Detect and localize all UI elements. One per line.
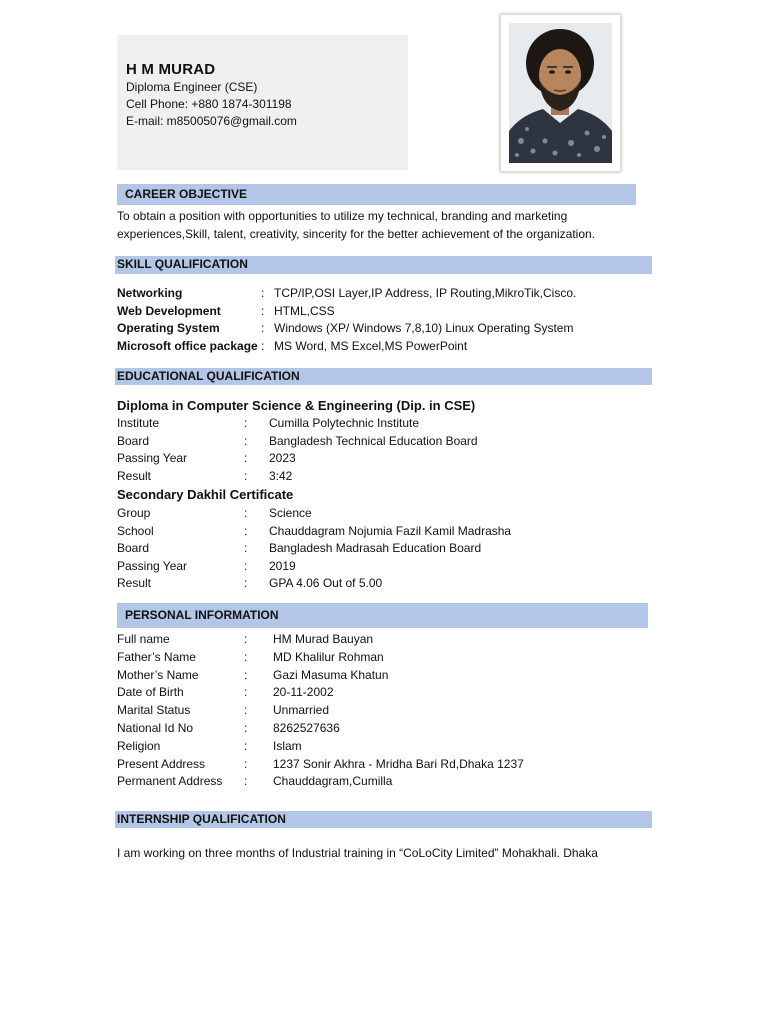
candidate-title: Diploma Engineer (CSE) [126,80,258,94]
section-heading: PERSONAL INFORMATION [125,608,279,622]
field-value: 20-11-2002 [273,685,334,700]
field-value: 8262527636 [273,721,340,735]
profile-photo [509,23,612,163]
field-separator: : [244,576,248,590]
field-label: Passing Year [117,451,188,466]
field-separator: : [244,756,248,771]
candidate-phone: Cell Phone: +880 1874-301198 [126,97,292,111]
field-separator: : [244,523,248,538]
field-label: Result [117,576,152,590]
field-separator: : [244,667,248,682]
field-value: Gazi Masuma Khatun [273,667,389,682]
field-separator: : [261,303,265,318]
field-separator: : [261,286,265,300]
field-separator: : [244,721,248,735]
internship-text: I am working on three months of Industrial training in “CoLoCity Limited” Mohakhali. Dhaka [117,846,598,860]
field-label: Father’s Name [117,649,196,664]
field-value: 2023 [269,451,296,466]
field-label: Passing Year [117,558,188,573]
field-value: HM Murad Bauyan [273,632,374,646]
field-value: HTML,CSS [274,303,335,318]
field-label: Marital Status [117,703,191,718]
section-heading: CAREER OBJECTIVE [125,187,248,201]
field-value: Bangladesh Madrasah Education Board [269,541,482,555]
field-label: Operating System [117,321,220,336]
field-value: MS Word, MS Excel,MS PowerPoint [274,339,468,354]
field-label: Date of Birth [117,685,184,700]
field-separator: : [261,321,265,336]
field-separator: : [244,774,248,789]
field-label: Board [117,541,150,555]
field-label: School [117,523,154,538]
field-value: Chauddagram,Cumilla [273,774,393,789]
section-bar-career-objective [117,184,636,205]
section-bar-skill-qualification [115,256,652,274]
field-separator: : [244,541,248,555]
field-value: MD Khalilur Rohman [273,649,384,664]
section-heading: SKILL QUALIFICATION [117,257,248,271]
field-value: 3:42 [269,468,293,483]
field-separator: : [244,558,248,573]
field-separator: : [244,703,248,718]
field-value: Unmarried [273,703,330,718]
field-value: Cumilla Polytechnic Institute [269,416,420,430]
field-label: Web Development [117,303,221,318]
field-label: National Id No [117,721,194,735]
field-label: Networking [117,286,183,300]
field-separator: : [244,632,248,646]
section-bar-personal-information [117,603,648,628]
field-separator: : [244,685,248,700]
field-value: Islam [273,738,302,753]
section-bar-educational-qualification [115,368,652,385]
field-value: Science [269,506,312,520]
profile-photo-frame [500,14,621,172]
field-separator: : [261,339,265,354]
field-label: Microsoft office package [117,339,258,354]
field-separator: : [244,506,248,520]
field-value: Bangladesh Technical Education Board [269,433,478,448]
field-label: Result [117,468,152,483]
section-heading: INTERNSHIP QUALIFICATION [117,812,286,826]
field-label: Present Address [117,756,206,771]
field-label: Board [117,433,150,448]
field-value: Windows (XP/ Windows 7,8,10) Linux Operating System [274,321,574,336]
career-objective-text: To obtain a position with opportunities to utilize my technical, branding and marketing experiences,Skill, talent, creativity, sincerity for the better achievement of the organization. [117,209,596,241]
field-separator: : [244,451,248,466]
field-separator: : [244,433,248,448]
field-separator: : [244,649,248,664]
field-label: Full name [117,632,170,646]
section-bar-internship-qualification [115,811,652,828]
field-value: TCP/IP,OSI Layer,IP Address, IP Routing,MikroTik,Cisco. [274,286,577,300]
field-separator: : [244,416,248,430]
field-label: Mother’s Name [117,667,199,682]
field-separator: : [244,738,248,753]
diploma-title: Diploma in Computer Science & Engineering (Dip. in CSE) [117,398,476,413]
field-value: 1237 Sonir Akhra - Mridha Bari Rd,Dhaka 1237 [273,756,524,771]
candidate-name: H M MURAD [126,61,216,78]
section-heading: EDUCATIONAL QUALIFICATION [117,369,300,383]
field-value: Chauddagram Nojumia Fazil Kamil Madrasha [269,523,512,538]
field-label: Permanent Address [117,774,223,789]
field-separator: : [244,468,248,483]
field-label: Institute [117,416,160,430]
field-label: Group [117,506,151,520]
dakhil-title: Secondary Dakhil Certificate [117,487,294,502]
field-value: GPA 4.06 Out of 5.00 [269,576,383,590]
field-value: 2019 [269,558,296,573]
field-label: Religion [117,738,161,753]
candidate-email: E-mail: m85005076@gmail.com [126,114,297,128]
